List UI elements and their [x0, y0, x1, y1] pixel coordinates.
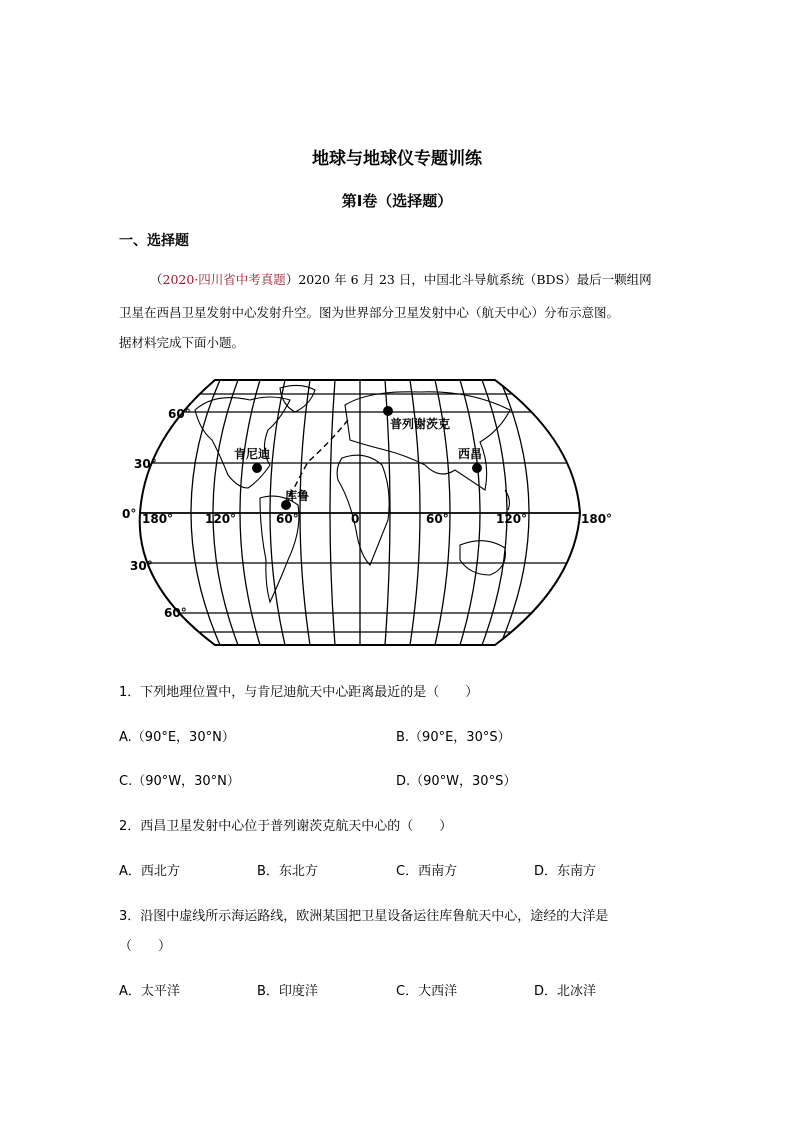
q2-option-c[interactable]: C．西南方	[396, 864, 458, 879]
intro-line-1	[150, 270, 652, 288]
intro-line-3: 据材料完成下面小题。	[119, 335, 245, 350]
q1-option-d[interactable]: D.（90°W，30°S）	[396, 774, 517, 789]
q3-option-c[interactable]: C．大西洋	[396, 984, 458, 999]
q1-option-b[interactable]: B.（90°E，30°S）	[396, 730, 511, 745]
lon-label-0: 0	[351, 512, 360, 526]
page-title: 地球与地球仪专题训练	[312, 149, 482, 169]
q3-option-b[interactable]: B．印度洋	[257, 984, 318, 999]
intro-line-1-text: ）2020 年 6 月 23 日，中国北斗导航系统（BDS）最后一颗组网	[285, 272, 652, 287]
intro-line-2: 卫星在西昌卫星发射中心发射升空。图为世界部分卫星发射中心（航天中心）分布示意图。	[119, 305, 620, 320]
world-satellite-center-map	[120, 370, 620, 660]
center-marker-plesetsk	[383, 406, 393, 416]
source-link[interactable]: 2020·四川省中考真题	[162, 272, 286, 287]
lon-label-180e: 180°	[581, 512, 613, 526]
label-plesetsk: 普列谢茨克	[390, 417, 451, 431]
q2-option-d[interactable]: D．东南方	[534, 864, 597, 879]
lon-label-120w: 120°	[205, 512, 237, 526]
q3-option-d[interactable]: D．北冰洋	[534, 984, 597, 999]
question-3-stem-cont: （ ）	[119, 939, 172, 954]
lat-label-60n: 60°	[168, 407, 191, 421]
lon-label-120e: 120°	[496, 512, 528, 526]
lon-label-60e: 60°	[426, 512, 449, 526]
label-kourou: 库鲁	[285, 489, 310, 503]
q2-option-a[interactable]: A．西北方	[119, 864, 180, 879]
q1-option-a[interactable]: A.（90°E，30°N）	[119, 730, 235, 745]
paper-subtitle: 第Ⅰ卷（选择题）	[341, 192, 453, 210]
section-heading: 一、选择题	[119, 233, 189, 249]
lat-label-0: 0°	[122, 507, 137, 521]
center-marker-kennedy	[252, 463, 262, 473]
lon-label-180w: 180°	[142, 512, 174, 526]
question-2-stem: 2．西昌卫星发射中心位于普列谢茨克航天中心的（ ）	[119, 819, 453, 834]
question-3-stem: 3．沿图中虚线所示海运路线，欧洲某国把卫星设备运往库鲁航天中心，途经的大洋是	[119, 909, 609, 924]
center-marker-xichang	[472, 463, 482, 473]
q3-option-a[interactable]: A．太平洋	[119, 984, 180, 999]
q1-option-c[interactable]: C.（90°W，30°N）	[119, 774, 240, 789]
question-1-stem: 1．下列地理位置中，与肯尼迪航天中心距离最近的是（ ）	[119, 685, 479, 700]
label-kennedy: 肯尼迪	[234, 447, 271, 461]
lat-label-30n: 30°	[134, 457, 157, 471]
lat-label-60s: 60°	[164, 606, 187, 620]
q2-option-b[interactable]: B．东北方	[257, 864, 318, 879]
label-xichang: 西昌	[458, 447, 483, 461]
intro-open-paren: （	[150, 272, 163, 287]
lon-label-60w: 60°	[276, 512, 299, 526]
lat-label-30s: 30°	[130, 559, 153, 573]
